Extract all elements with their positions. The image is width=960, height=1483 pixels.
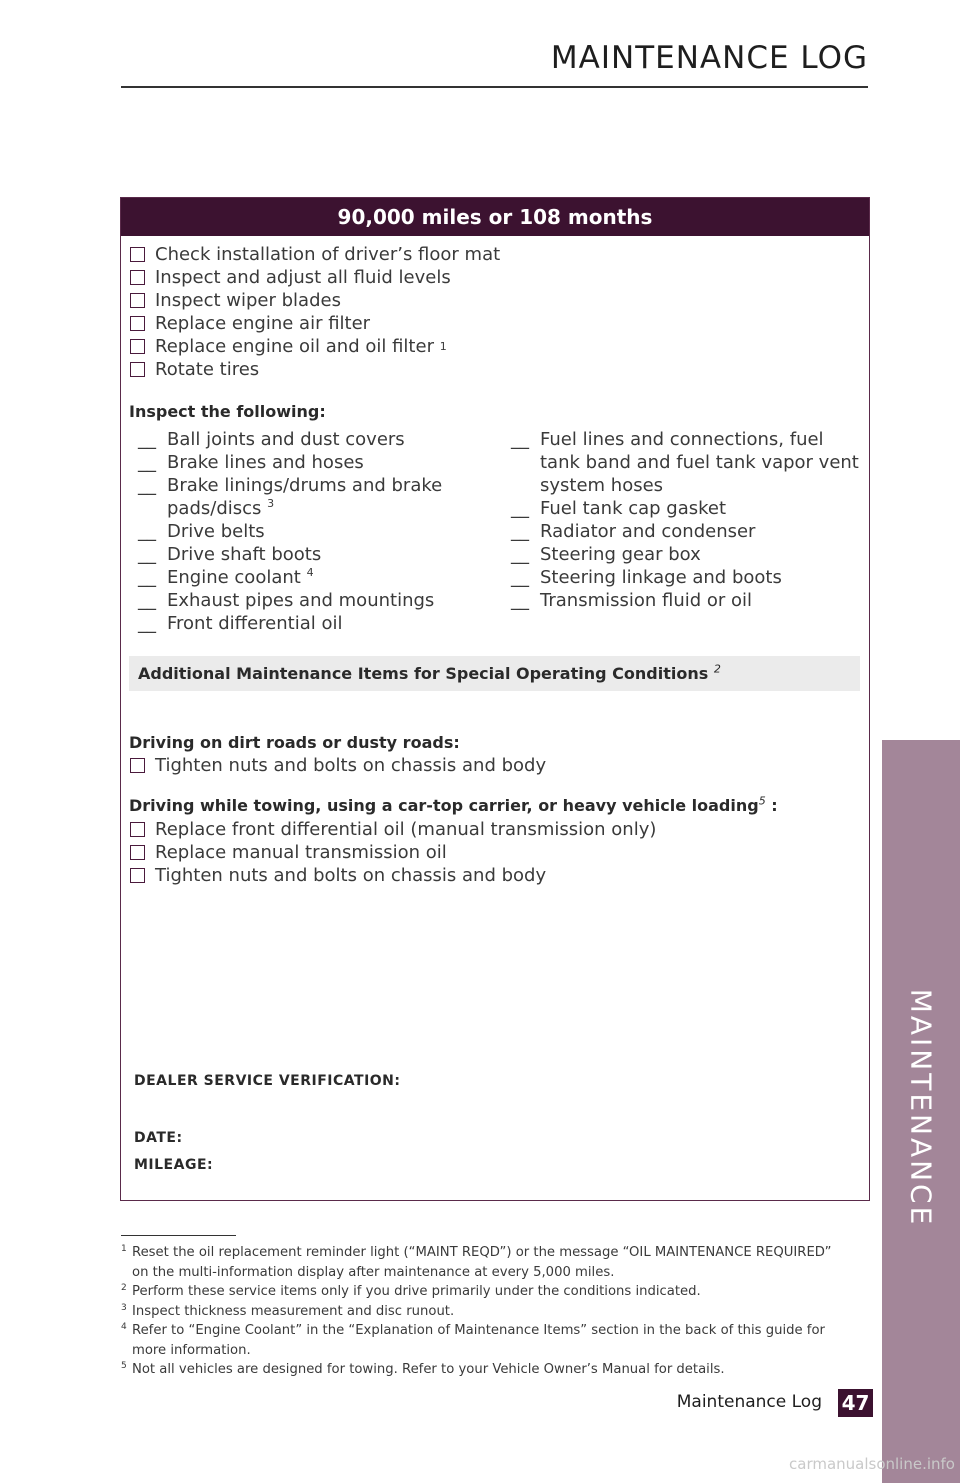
- inspect-item: [138, 474, 498, 520]
- inspect-item-label: Brake linings/drums and brake pads/discs: [167, 475, 443, 519]
- checklist-item-label: Rotate tires: [155, 359, 260, 380]
- footnote: [121, 1360, 851, 1380]
- interval-title: 90,000 miles or 108 months: [121, 198, 869, 236]
- inspect-item: [138, 612, 498, 635]
- inspect-item-label: Transmission fluid or oil: [540, 590, 753, 611]
- dash-marker: __: [511, 567, 529, 588]
- checkbox-icon[interactable]: [130, 822, 145, 837]
- dash-marker: __: [511, 590, 529, 611]
- inspect-item-label: Front differential oil: [167, 613, 343, 634]
- footnote-number: 1: [121, 1244, 127, 1254]
- checklist-item[interactable]: [130, 818, 656, 841]
- dash-marker: __: [138, 567, 156, 588]
- checklist-item[interactable]: [130, 289, 500, 312]
- footnote-text: Perform these service items only if you drive primarily under the conditions indicated.: [132, 1284, 701, 1299]
- dash-marker: __: [138, 613, 156, 634]
- checkbox-icon[interactable]: [130, 758, 145, 773]
- dash-marker: __: [138, 590, 156, 611]
- checklist-item[interactable]: [130, 312, 500, 335]
- footnotes: [121, 1243, 851, 1380]
- checkbox-icon[interactable]: [130, 362, 145, 377]
- inspect-item: [511, 520, 867, 543]
- checkbox-icon[interactable]: [130, 845, 145, 860]
- inspect-item-label: Steering gear box: [540, 544, 701, 565]
- checkbox-icon[interactable]: [130, 247, 145, 262]
- inspect-item-label: Fuel lines and connections, fuel tank band and fuel tank vapor vent system hoses: [540, 429, 859, 496]
- checklist-item[interactable]: [130, 358, 500, 381]
- footer-section-label: Maintenance Log: [676, 1392, 822, 1412]
- inspect-item: [138, 566, 498, 589]
- inspect-item-label: Steering linkage and boots: [540, 567, 782, 588]
- dash-marker: __: [511, 521, 529, 542]
- inspect-item-label: Drive belts: [167, 521, 265, 542]
- checklist-item[interactable]: [130, 864, 656, 887]
- checkbox-icon[interactable]: [130, 293, 145, 308]
- watermark-text: carmanualsonline.info: [789, 1455, 955, 1473]
- inspect-item: [511, 566, 867, 589]
- footnote-number: 2: [121, 1283, 127, 1293]
- maintenance-interval-box: [120, 197, 870, 1201]
- dash-marker: __: [511, 544, 529, 565]
- special-conditions-band: [129, 656, 860, 691]
- page-title: MAINTENANCE LOG: [550, 40, 868, 76]
- checklist-item-label: Check installation of driver’s floor mat: [155, 244, 501, 265]
- footnote: [121, 1302, 851, 1322]
- footnote-number: 4: [121, 1322, 127, 1332]
- footnote-ref: 5: [758, 794, 766, 808]
- checklist-item[interactable]: [130, 243, 500, 266]
- checkbox-icon[interactable]: [130, 339, 145, 354]
- inspect-item-label: Ball joints and dust covers: [167, 429, 405, 450]
- checklist-item-label: Tighten nuts and bolts on chassis and body: [155, 755, 547, 776]
- inspect-list-left: [138, 428, 498, 635]
- footnote-ref: 2: [713, 662, 721, 676]
- checklist-item-label: Replace engine air filter: [155, 313, 371, 334]
- towing-heading-text: Driving while towing, using a car-top carrier, or heavy vehicle loading: [129, 796, 759, 815]
- dash-marker: __: [138, 452, 156, 473]
- checklist-item-label: Replace front differential oil (manual transmission only): [155, 819, 657, 840]
- inspect-heading: Inspect the following:: [129, 402, 326, 421]
- checkbox-icon[interactable]: [130, 270, 145, 285]
- footnote-ref: 3: [267, 497, 275, 510]
- inspect-item: [511, 589, 867, 612]
- footnote: [121, 1243, 851, 1282]
- footnote-number: 5: [121, 1361, 127, 1371]
- title-divider: [121, 86, 868, 88]
- inspect-item-label: Brake lines and hoses: [167, 452, 364, 473]
- footnote-text: Reset the oil replacement reminder light (“MAINT REQD”) or the message “OIL MAINTENANCE REQUIRED” on the multi-information display after maintenance at every 5,000 miles.: [132, 1245, 832, 1280]
- checklist-item[interactable]: [130, 841, 656, 864]
- checklist-item-label: Inspect wiper blades: [155, 290, 341, 311]
- inspect-item-label: Drive shaft boots: [167, 544, 322, 565]
- dash-marker: __: [138, 429, 156, 450]
- page-number-badge: 47: [838, 1389, 873, 1417]
- towing-heading-suffix: :: [765, 796, 778, 815]
- towing-checklist: [130, 818, 656, 887]
- dash-marker: __: [138, 475, 156, 496]
- checklist-item[interactable]: [130, 754, 546, 777]
- special-conditions-heading: Additional Maintenance Items for Special Operating Conditions: [138, 664, 709, 683]
- inspect-item-label: Engine coolant: [167, 567, 301, 588]
- inspect-list-right: [511, 428, 867, 612]
- inspect-item: [511, 428, 867, 497]
- checklist-item-label: Replace engine oil and oil filter: [155, 336, 434, 357]
- dash-marker: __: [138, 544, 156, 565]
- checklist-item[interactable]: [130, 266, 500, 289]
- inspect-item: [138, 451, 498, 474]
- dash-marker: __: [511, 429, 529, 450]
- checklist-item-label: Tighten nuts and bolts on chassis and body: [155, 865, 547, 886]
- inspect-item: [138, 543, 498, 566]
- inspect-item: [511, 543, 867, 566]
- service-checklist: [130, 243, 500, 381]
- inspect-item-label: Radiator and condenser: [540, 521, 756, 542]
- footnote: [121, 1282, 851, 1302]
- footnote: [121, 1321, 851, 1360]
- inspect-item: [138, 589, 498, 612]
- dash-marker: __: [511, 498, 529, 519]
- inspect-item: [138, 428, 498, 451]
- inspect-item: [138, 520, 498, 543]
- inspect-item-label: Exhaust pipes and mountings: [167, 590, 435, 611]
- dealer-verification-label: DEALER SERVICE VERIFICATION:: [134, 1073, 401, 1089]
- checklist-item[interactable]: Replace engine oil and oil filter 1: [130, 335, 500, 358]
- towing-heading: [129, 796, 778, 815]
- section-side-tab-label: MAINTENANCE: [904, 988, 938, 1228]
- footnote-divider: [121, 1235, 236, 1236]
- footnote-ref: 4: [306, 566, 314, 579]
- mileage-label: MILEAGE:: [134, 1157, 214, 1173]
- inspect-item-label: Fuel tank cap gasket: [540, 498, 727, 519]
- footnote-text: Not all vehicles are designed for towing. Refer to your Vehicle Owner’s Manual for details.: [132, 1362, 725, 1377]
- inspect-item: [511, 497, 867, 520]
- dirt-roads-checklist: [130, 754, 546, 777]
- footnote-text: Refer to “Engine Coolant” in the “Explanation of Maintenance Items” section in the back of this guide for more information.: [132, 1323, 825, 1358]
- checklist-item-label: Replace manual transmission oil: [155, 842, 447, 863]
- footnote-number: 3: [121, 1302, 127, 1313]
- checklist-item-label: Inspect and adjust all fluid levels: [155, 267, 451, 288]
- dirt-roads-heading: Driving on dirt roads or dusty roads:: [129, 733, 460, 752]
- checkbox-icon[interactable]: [130, 316, 145, 331]
- checkbox-icon[interactable]: [130, 868, 145, 883]
- dash-marker: __: [138, 521, 156, 542]
- footnote-text: Inspect thickness measurement and disc runout.: [132, 1303, 455, 1319]
- date-label: DATE:: [134, 1130, 183, 1146]
